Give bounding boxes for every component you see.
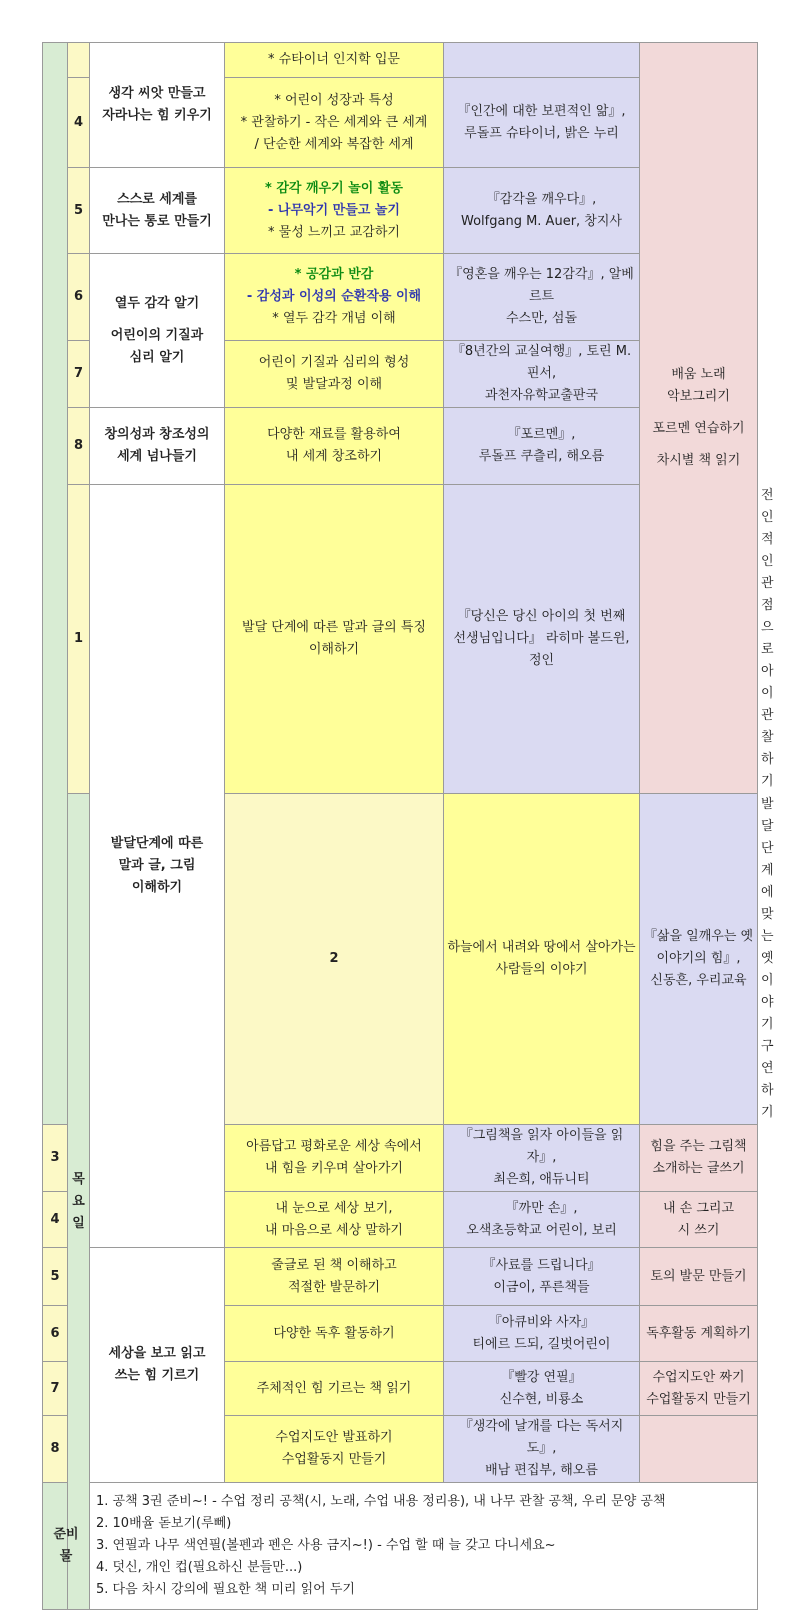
- book-cell: 『까만 손』, 오색초등학교 어린이, 보리: [444, 1192, 640, 1248]
- session-number: 7: [43, 1362, 68, 1416]
- topic-cell: 세상을 보고 읽고 쓰는 힘 기르기: [90, 1248, 225, 1483]
- session-number: 6: [68, 254, 90, 341]
- session-number: 1: [68, 485, 90, 794]
- activity-cell: [640, 1416, 758, 1483]
- prep-row: [43, 1483, 758, 1610]
- content-cell: 어린이 기질과 심리의 형성 및 발달과정 이해: [225, 341, 444, 408]
- session-number: 7: [68, 341, 90, 408]
- list-item: 1. 공책 3권 준비~! - 수업 정리 공책(시, 노래, 수업 내용 정리용), 내 나무 관찰 공책, 우리 문양 공책: [96, 1494, 666, 1509]
- content-cell: * 어린이 성장과 특성 * 관찰하기 - 작은 세계와 큰 세계 / 단순한 세계와 복잡한 세계: [225, 78, 444, 168]
- table-row: [43, 43, 758, 78]
- session-number: 3: [43, 1125, 68, 1192]
- session-number: [68, 43, 90, 78]
- prep-label: 준비 물: [43, 1483, 90, 1610]
- book-cell: 『인간에 대한 보편적인 앎』, 루돌프 슈타이너, 밝은 누리: [444, 78, 640, 168]
- book-cell: 『사료를 드립니다』 이금이, 푸른책들: [444, 1248, 640, 1306]
- book-cell: 『감각을 깨우다』, Wolfgang M. Auer, 창지사: [444, 168, 640, 254]
- content-cell: 수업지도안 발표하기 수업활동지 만들기: [225, 1416, 444, 1483]
- list-item: 4. 덧신, 개인 컵(필요하신 분들만...): [96, 1560, 303, 1575]
- content-cell: 내 눈으로 세상 보기, 내 마음으로 세상 말하기: [225, 1192, 444, 1248]
- table-row: 1 발달단계에 따른 말과 글, 그림 이해하기 발달 단계에 따른 말과 글의 특징 이해하기 『당신은 당신 아이의 첫 번째 선생님입니다』 라히마 볼드윈, 정인 전인적인 관점으로 아이 관찰하기: [43, 485, 758, 794]
- content-cell: 하늘에서 내려와 땅에서 살아가는 사람들의 이야기: [444, 794, 640, 1125]
- content-cell: 다양한 독후 활동하기: [225, 1306, 444, 1362]
- content-cell: 다양한 재료를 활용하여 내 세계 창조하기: [225, 408, 444, 485]
- content-cell: * 공감과 반감 - 감성과 이성의 순환작용 이해 * 열두 감각 개념 이해: [225, 254, 444, 341]
- activity-cell-merged: 배움 노래 악보그리기 포르멘 연습하기 차시별 책 읽기: [640, 43, 758, 794]
- book-cell: 『8년간의 교실여행』, 토린 M.핀서, 과천자유학교출판국: [444, 341, 640, 408]
- table-row: [43, 1248, 758, 1306]
- activity-cell: 내 손 그리고 시 쓰기: [640, 1192, 758, 1248]
- session-number: 6: [43, 1306, 68, 1362]
- activity-cell: 토의 발문 만들기: [640, 1248, 758, 1306]
- content-cell: 줄글로 된 책 이해하고 적절한 발문하기: [225, 1248, 444, 1306]
- content-cell: * 슈타이너 인지학 입문: [225, 43, 444, 78]
- book-cell: 『빨강 연필』 신수현, 비룡소: [444, 1362, 640, 1416]
- day-cell-upper: [43, 43, 68, 1125]
- book-cell: 『그림책을 읽자 아이들을 읽자』, 최은희, 애듀니티: [444, 1125, 640, 1192]
- session-number: 4: [43, 1192, 68, 1248]
- list-item: 5. 다음 차시 강의에 필요한 책 미리 읽어 두기: [96, 1582, 355, 1597]
- activity-cell: 힘을 주는 그림책 소개하는 글쓰기: [640, 1125, 758, 1192]
- book-cell: 『아큐비와 사자』 티에르 드되, 길벗어린이: [444, 1306, 640, 1362]
- book-cell: 『포르멘』, 루돌프 쿠츨리, 해오름: [444, 408, 640, 485]
- topic-cell: 발달단계에 따른 말과 글, 그림 이해하기: [90, 485, 225, 1248]
- activity-cell: 수업지도안 짜기 수업활동지 만들기: [640, 1362, 758, 1416]
- session-number: 4: [68, 78, 90, 168]
- session-number: 5: [43, 1248, 68, 1306]
- day-label-cell: 목 요 일: [68, 794, 90, 1610]
- content-cell: 발달 단계에 따른 말과 글의 특징 이해하기: [225, 485, 444, 794]
- session-number: 8: [43, 1416, 68, 1483]
- list-item: 3. 연필과 나무 색연필(볼펜과 펜은 사용 금지~!) - 수업 할 때 늘 갖고 다니세요~: [96, 1538, 556, 1553]
- topic-cell: 스스로 세계를 만나는 통로 만들기: [90, 168, 225, 254]
- book-cell: 『삶을 일깨우는 옛이야기의 힘』, 신동흔, 우리교육: [640, 794, 758, 1125]
- session-number: 8: [68, 408, 90, 485]
- topic-cell: 창의성과 창조성의 세계 넘나들기: [90, 408, 225, 485]
- book-cell: [444, 43, 640, 78]
- prep-list: [90, 1483, 758, 1610]
- topic-cell: 생각 씨앗 만들고 자라나는 힘 키우기: [90, 43, 225, 168]
- table-row: 목 요 일 2 하늘에서 내려와 땅에서 살아가는 사람들의 이야기 『삶을 일깨우는 옛이야기의 힘』, 신동흔, 우리교육 발달단계에 맞는 옛이야기 구연하기: [43, 794, 758, 1125]
- book-cell: 『영혼을 깨우는 12감각』, 알베르트 수스만, 섬돌: [444, 254, 640, 341]
- activity-cell: 독후활동 계획하기: [640, 1306, 758, 1362]
- content-cell: 주체적인 힘 기르는 책 읽기: [225, 1362, 444, 1416]
- topic-cell: 열두 감각 알기 어린이의 기질과 심리 알기: [90, 254, 225, 408]
- book-cell: 『당신은 당신 아이의 첫 번째 선생님입니다』 라히마 볼드윈, 정인: [444, 485, 640, 794]
- content-cell: 아름답고 평화로운 세상 속에서 내 힘을 키우며 살아가기: [225, 1125, 444, 1192]
- session-number: 5: [68, 168, 90, 254]
- session-number: 2: [225, 794, 444, 1125]
- list-item: 2. 10배율 돋보기(루뻬): [96, 1516, 232, 1531]
- schedule-table: [42, 42, 774, 1610]
- book-cell: 『생각에 날개를 다는 독서지도』, 배남 편집부, 해오름: [444, 1416, 640, 1483]
- content-cell: * 감각 깨우기 놀이 활동 - 나무악기 만들고 놀기 * 물성 느끼고 교감하기: [225, 168, 444, 254]
